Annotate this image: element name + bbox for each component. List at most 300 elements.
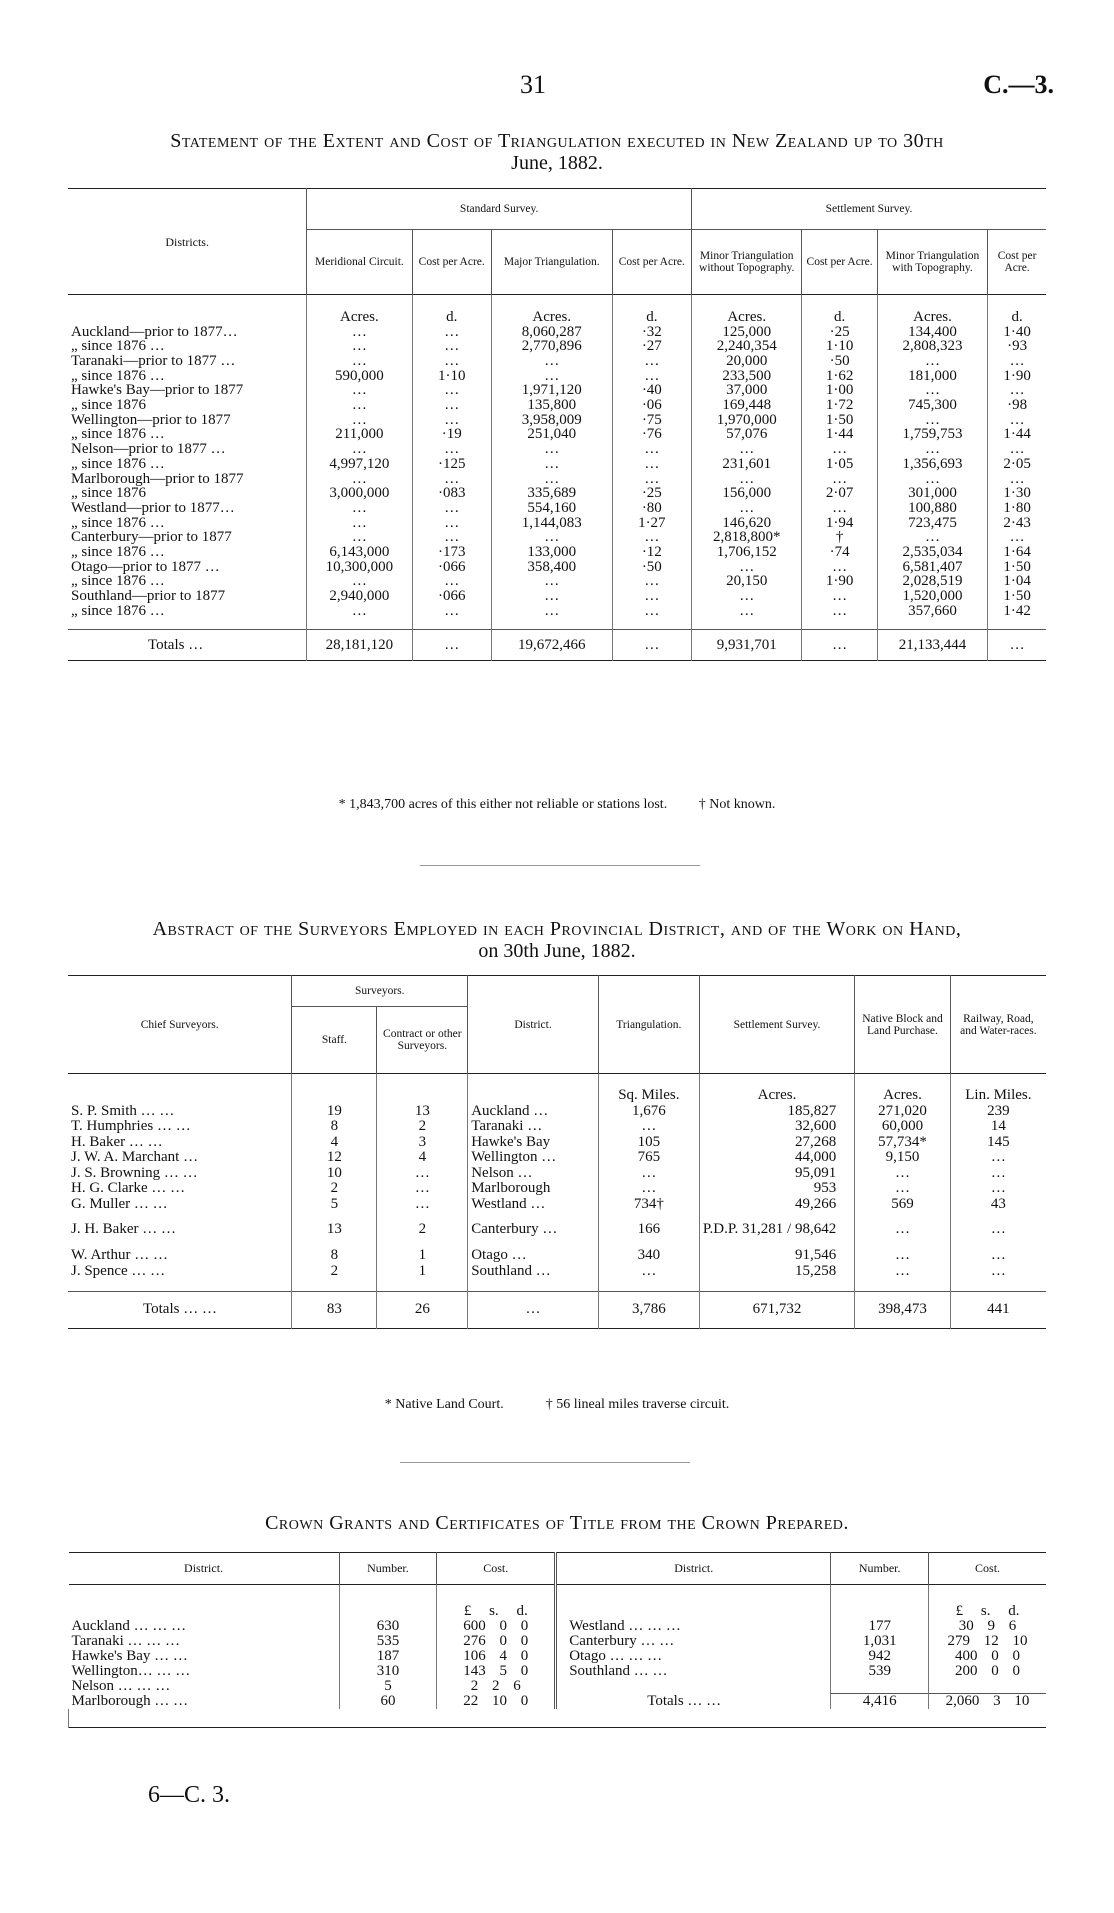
- table-cell: 239: [950, 1104, 1046, 1120]
- table-cell: …: [877, 530, 987, 545]
- money-part: 143: [463, 1662, 486, 1679]
- table-cell: 20,000: [692, 354, 802, 369]
- table-cell: 156,000: [692, 486, 802, 501]
- table-cell: 2,770,896: [491, 339, 612, 354]
- table-cell: 2·07: [802, 486, 877, 501]
- table-row: [68, 369, 1046, 384]
- totals-label: Totals … …: [556, 1694, 831, 1710]
- table-cell: 5: [292, 1197, 377, 1213]
- total-cell: 441: [950, 1292, 1046, 1329]
- table-cell: …: [855, 1181, 951, 1197]
- table-cell: …: [307, 501, 412, 516]
- district-label: „ since 1876: [71, 397, 146, 414]
- total-cell: …: [612, 629, 691, 661]
- table-cell: …: [491, 369, 612, 384]
- table-row: [69, 1619, 1047, 1634]
- district-name: Marlborough: [468, 1181, 599, 1197]
- unit: d.: [1008, 1602, 1020, 1619]
- table-cell: ·066: [412, 589, 491, 604]
- total-cell: …: [802, 629, 877, 661]
- table-cell: 723,475: [877, 516, 987, 531]
- cost-cell: [437, 1694, 556, 1710]
- table-cell: …: [598, 1264, 699, 1280]
- col-cost3: Cost per Acre.: [802, 230, 877, 295]
- table-cell: 9,150: [855, 1150, 951, 1166]
- cost-cell: [929, 1619, 1046, 1634]
- table-cell: 8: [292, 1248, 377, 1264]
- table-cell: 8: [292, 1119, 377, 1135]
- col-minor-without: Minor Triangulation without Topography.: [692, 230, 802, 295]
- table-cell: …: [412, 398, 491, 413]
- table-cell: 1,759,753: [877, 427, 987, 442]
- grant-number: 177: [831, 1619, 929, 1634]
- table-cell: …: [802, 501, 877, 516]
- table-cell: 125,000: [692, 325, 802, 340]
- table-cell: …: [855, 1264, 951, 1280]
- table-cell: 2,240,354: [692, 339, 802, 354]
- col-surveyors: Surveyors.: [292, 976, 468, 1007]
- district-label: „ since 1876 …: [71, 573, 165, 590]
- money-part: 0: [520, 1617, 529, 1634]
- table-cell: …: [412, 383, 491, 398]
- table-cell: 1·64: [988, 545, 1046, 560]
- table-row: [68, 472, 1046, 487]
- table-cell: …: [950, 1264, 1046, 1280]
- unit: Sq. Miles.: [598, 1074, 699, 1104]
- col-native: Native Block and Land Purchase.: [855, 976, 951, 1074]
- unit: Lin. Miles.: [950, 1074, 1046, 1104]
- table-cell: 3,958,009: [491, 413, 612, 428]
- totals-label: Totals …: [148, 636, 204, 653]
- table-cell: 43: [950, 1197, 1046, 1213]
- total-cell: 19,672,466: [491, 629, 612, 661]
- money-part: 9: [987, 1617, 996, 1634]
- money-part: 3: [993, 1693, 1001, 1709]
- total-cell: …: [412, 629, 491, 661]
- table-cell: …: [950, 1212, 1046, 1248]
- money-part: 0: [1012, 1647, 1021, 1664]
- table-cell: 1·27: [612, 516, 691, 531]
- money-part: 10: [1014, 1693, 1030, 1709]
- table-cell: …: [412, 574, 491, 589]
- table-cell: 1·50: [988, 589, 1046, 604]
- table-cell: 133,000: [491, 545, 612, 560]
- col-minor-with: Minor Triangulation with Topography.: [877, 230, 987, 295]
- table-cell: ·25: [612, 486, 691, 501]
- table-cell: 554,160: [491, 501, 612, 516]
- table-cell: 1·90: [802, 574, 877, 589]
- table-cell: …: [307, 413, 412, 428]
- money-part: 0: [520, 1647, 529, 1664]
- table-cell: 105: [598, 1135, 699, 1151]
- table-cell: ·32: [612, 325, 691, 340]
- table-cell: 1·50: [802, 413, 877, 428]
- table-cell: 100,880: [877, 501, 987, 516]
- table-cell: …: [612, 472, 691, 487]
- triangulation-table: [68, 188, 1046, 661]
- table-cell: 145: [950, 1135, 1046, 1151]
- table-cell: …: [307, 383, 412, 398]
- table-row: [68, 457, 1046, 472]
- table-cell: …: [802, 560, 877, 575]
- table-cell: …: [612, 442, 691, 457]
- district-label: „ since 1876 …: [71, 338, 165, 355]
- total-cell: 26: [377, 1292, 468, 1329]
- settlement-cell: 953: [699, 1181, 854, 1197]
- grants-table: [68, 1552, 1046, 1728]
- table-cell: 2: [292, 1181, 377, 1197]
- table-cell: 2,818,800*: [692, 530, 802, 545]
- unit: £: [955, 1602, 964, 1619]
- district-label: Marlborough—prior to 1877: [71, 470, 244, 487]
- table-cell: 2,535,034: [877, 545, 987, 560]
- col-settlement: Settlement Survey.: [699, 976, 854, 1074]
- col-cost2: Cost per Acre.: [612, 230, 691, 295]
- total-cell: 28,181,120: [307, 629, 412, 661]
- grant-district: Wellington… … …: [71, 1662, 191, 1679]
- money-part: 2: [470, 1677, 479, 1694]
- money-part: 30: [958, 1617, 974, 1634]
- triangulation-title: [60, 130, 1054, 174]
- table-cell: …: [412, 442, 491, 457]
- table-cell: 2: [292, 1264, 377, 1280]
- page-number: 31: [520, 70, 546, 99]
- table-cell: ·74: [802, 545, 877, 560]
- table-cell: …: [988, 383, 1046, 398]
- totals-row: [68, 629, 1046, 661]
- settlement-cell: 91,546: [699, 1248, 854, 1264]
- table-cell: 2: [377, 1119, 468, 1135]
- table-row: [68, 530, 1046, 545]
- table-cell: 1: [377, 1264, 468, 1280]
- table-cell: 13: [377, 1104, 468, 1120]
- unit: £: [463, 1602, 472, 1619]
- table-row: [69, 1664, 1047, 1679]
- grant-district: Hawke's Bay … …: [71, 1647, 188, 1664]
- district-name: Hawke's Bay: [468, 1135, 599, 1151]
- district-label: „ since 1876 …: [71, 426, 165, 443]
- footnote: † Not known.: [698, 797, 776, 812]
- totals-label: Totals … …: [143, 1301, 217, 1317]
- settlement-cell: 15,258: [699, 1264, 854, 1280]
- table-cell: 2·43: [988, 516, 1046, 531]
- table-cell: …: [307, 354, 412, 369]
- table-cell: …: [412, 530, 491, 545]
- table-cell: …: [491, 574, 612, 589]
- money-part: 0: [1012, 1662, 1021, 1679]
- table-cell: …: [307, 398, 412, 413]
- col-number-left: Number.: [339, 1553, 437, 1585]
- unit: Acres.: [877, 295, 987, 325]
- cost-cell: [929, 1664, 1046, 1679]
- unit: Acres.: [307, 295, 412, 325]
- grant-number: 630: [339, 1619, 437, 1634]
- table-row: [68, 1212, 1046, 1248]
- table-cell: …: [692, 560, 802, 575]
- table-cell: 10,300,000: [307, 560, 412, 575]
- grant-number: 535: [339, 1634, 437, 1649]
- col-settlement-survey: Settlement Survey.: [692, 189, 1046, 230]
- table-cell: 57,076: [692, 427, 802, 442]
- settlement-cell: 185,827: [699, 1104, 854, 1120]
- district-label: „ since 1876: [71, 485, 146, 502]
- table-row: [68, 1150, 1046, 1166]
- table-cell: 6,143,000: [307, 545, 412, 560]
- surveyor-name: J. Spence … …: [71, 1262, 166, 1279]
- total-cell: 83: [292, 1292, 377, 1329]
- table-cell: 1: [377, 1248, 468, 1264]
- table-cell: …: [877, 472, 987, 487]
- document-reference: C.—3.: [983, 70, 1054, 99]
- table-cell: …: [307, 574, 412, 589]
- table-cell: …: [377, 1181, 468, 1197]
- table-cell: …: [307, 325, 412, 340]
- table-cell: ·19: [412, 427, 491, 442]
- surveyors-footnotes: [60, 1397, 1054, 1413]
- table-cell: 134,400: [877, 325, 987, 340]
- triangulation-title-line1: Statement of the Extent and Cost of Triangulation executed in New Zealand up to 30th: [170, 130, 944, 152]
- table-cell: 358,400: [491, 560, 612, 575]
- table-cell: 1,144,083: [491, 516, 612, 531]
- surveyor-name: J. S. Browning … …: [71, 1164, 198, 1181]
- table-cell: 734†: [598, 1197, 699, 1213]
- table-cell: ·066: [412, 560, 491, 575]
- table-cell: …: [377, 1197, 468, 1213]
- table-cell: …: [950, 1248, 1046, 1264]
- surveyor-name: J. H. Baker … …: [71, 1221, 176, 1238]
- district-name: Canterbury …: [468, 1212, 599, 1248]
- table-cell: 2: [377, 1212, 468, 1248]
- district-label: Southland—prior to 1877: [71, 588, 226, 605]
- table-cell: 765: [598, 1150, 699, 1166]
- table-cell: …: [598, 1119, 699, 1135]
- surveyors-title-line2: on 30th June, 1882.: [478, 940, 636, 962]
- money-units-row: [69, 1585, 1047, 1619]
- grant-number: 187: [339, 1649, 437, 1664]
- table-cell: 12: [292, 1150, 377, 1166]
- table-cell: 1·44: [802, 427, 877, 442]
- grant-district: Auckland … … …: [71, 1617, 187, 1634]
- table-cell: ·173: [412, 545, 491, 560]
- table-cell: 1,676: [598, 1104, 699, 1120]
- col-districts: Districts.: [165, 234, 209, 249]
- table-cell: 340: [598, 1248, 699, 1264]
- table-cell: 1·62: [802, 369, 877, 384]
- table-row: [68, 486, 1046, 501]
- separator: [400, 1462, 690, 1463]
- table-cell: …: [988, 413, 1046, 428]
- money-units: [437, 1585, 556, 1619]
- triangulation-title-line2: June, 1882.: [511, 152, 603, 174]
- totals-row: [68, 1292, 1046, 1329]
- table-cell: 1·00: [802, 383, 877, 398]
- table-cell: 1·80: [988, 501, 1046, 516]
- table-cell: 1,970,000: [692, 413, 802, 428]
- col-district-left: District.: [184, 1561, 224, 1575]
- unit: d.: [516, 1602, 528, 1619]
- table-cell: …: [950, 1181, 1046, 1197]
- district-name: Nelson …: [468, 1166, 599, 1182]
- total-cell: 21,133,444: [877, 629, 987, 661]
- grants-body: [69, 1585, 1047, 1710]
- table-cell: 146,620: [692, 516, 802, 531]
- table-cell: 1·05: [802, 457, 877, 472]
- table-row: [69, 1694, 1047, 1710]
- table-row: [68, 501, 1046, 516]
- table-cell: …: [802, 472, 877, 487]
- table-row: [68, 1104, 1046, 1120]
- total-cell: …: [988, 629, 1046, 661]
- surveyor-name: T. Humphries … …: [71, 1118, 191, 1134]
- unit: Acres.: [855, 1074, 951, 1104]
- settlement-cell: 95,091: [699, 1166, 854, 1182]
- table-cell: …: [491, 442, 612, 457]
- unit: d.: [802, 295, 877, 325]
- separator: [420, 865, 700, 866]
- total-cost: [929, 1694, 1046, 1710]
- table-cell: 20,150: [692, 574, 802, 589]
- table-row: [69, 1679, 1047, 1694]
- total-cell: 9,931,701: [692, 629, 802, 661]
- triangulation-footnotes: [60, 797, 1054, 813]
- cost-cell: [437, 1679, 556, 1694]
- money-part: 400: [955, 1647, 978, 1664]
- units-row: [68, 1074, 1046, 1104]
- surveyors-title: [60, 918, 1054, 962]
- table-cell: 57,734*: [855, 1135, 951, 1151]
- money-part: 0: [499, 1617, 508, 1634]
- col-district: District.: [468, 976, 599, 1074]
- money-part: 6: [1008, 1617, 1017, 1634]
- money-part: 0: [499, 1632, 508, 1649]
- table-cell: 569: [855, 1197, 951, 1213]
- district-label: Nelson—prior to 1877 …: [71, 441, 226, 458]
- table-cell: ·25: [802, 325, 877, 340]
- table-cell: …: [612, 530, 691, 545]
- grant-district: Canterbury … …: [556, 1634, 831, 1649]
- table-cell: 1,356,693: [877, 457, 987, 472]
- table-cell: 233,500: [692, 369, 802, 384]
- table-row: [68, 545, 1046, 560]
- table-cell: ·50: [802, 354, 877, 369]
- col-contract: Contract or other Surveyors.: [377, 1007, 468, 1074]
- table-cell: 13: [292, 1212, 377, 1248]
- table-cell: …: [988, 530, 1046, 545]
- table-cell: 251,040: [491, 427, 612, 442]
- unit: d.: [412, 295, 491, 325]
- table-cell: …: [877, 413, 987, 428]
- district-name: Otago …: [468, 1248, 599, 1264]
- table-cell: …: [612, 369, 691, 384]
- table-cell: ·06: [612, 398, 691, 413]
- money-part: 600: [463, 1617, 486, 1634]
- unit: s.: [489, 1602, 499, 1619]
- table-cell: …: [412, 354, 491, 369]
- table-cell: …: [802, 589, 877, 604]
- table-cell: …: [412, 339, 491, 354]
- table-cell: …: [802, 604, 877, 619]
- table-cell: 231,601: [692, 457, 802, 472]
- table-row: [68, 1197, 1046, 1213]
- table-cell: 211,000: [307, 427, 412, 442]
- money-part: 2,060: [945, 1693, 980, 1709]
- table-cell: ·40: [612, 383, 691, 398]
- table-cell: 1·30: [988, 486, 1046, 501]
- table-cell: 8,060,287: [491, 325, 612, 340]
- money-part: 0: [520, 1662, 529, 1679]
- table-cell: …: [307, 472, 412, 487]
- table-cell: 37,000: [692, 383, 802, 398]
- surveyor-name: W. Arthur … …: [71, 1247, 168, 1263]
- table-cell: 19: [292, 1104, 377, 1120]
- money-part: 0: [991, 1647, 999, 1664]
- grant-district: Westland … … …: [556, 1619, 831, 1634]
- district-label: Otago—prior to 1877 …: [71, 558, 220, 575]
- table-cell: …: [855, 1248, 951, 1264]
- col-cost1: Cost per Acre.: [412, 230, 491, 295]
- col-chief: Chief Surveyors.: [140, 1018, 219, 1031]
- table-row: [68, 1264, 1046, 1280]
- table-cell: …: [877, 383, 987, 398]
- table-row: [69, 1649, 1047, 1664]
- grant-district: Southland … …: [556, 1664, 831, 1679]
- table-cell: …: [692, 472, 802, 487]
- footer-reference: 6—C. 3.: [148, 1782, 231, 1808]
- total-cell: 3,786: [598, 1292, 699, 1329]
- grant-number: 310: [339, 1664, 437, 1679]
- footnote: * Native Land Court.: [384, 1397, 504, 1412]
- table-cell: …: [692, 442, 802, 457]
- triangulation-body: [68, 295, 1046, 630]
- table-cell: …: [307, 516, 412, 531]
- table-cell: …: [307, 604, 412, 619]
- table-cell: 1·40: [988, 325, 1046, 340]
- cost-cell: [437, 1634, 556, 1649]
- district-label: Westland—prior to 1877…: [71, 499, 235, 516]
- table-row: [68, 325, 1046, 340]
- money-part: 22: [463, 1692, 479, 1709]
- grant-number: 539: [831, 1664, 929, 1679]
- table-cell: 135,800: [491, 398, 612, 413]
- table-cell: ·083: [412, 486, 491, 501]
- money-part: 106: [463, 1647, 486, 1664]
- money-units: [929, 1585, 1046, 1619]
- grant-number: 942: [831, 1649, 929, 1664]
- district-name: Wellington …: [468, 1150, 599, 1166]
- table-cell: 1,706,152: [692, 545, 802, 560]
- grant-district: Marlborough … …: [71, 1692, 189, 1709]
- table-cell: …: [950, 1150, 1046, 1166]
- table-cell: …: [855, 1212, 951, 1248]
- table-cell: …: [692, 604, 802, 619]
- unit: d.: [612, 295, 691, 325]
- table-row: [68, 383, 1046, 398]
- district-name: Taranaki …: [468, 1119, 599, 1135]
- table-row: [68, 589, 1046, 604]
- cost-cell: [437, 1649, 556, 1664]
- table-cell: 1,971,120: [491, 383, 612, 398]
- total-number: 4,416: [831, 1694, 929, 1710]
- table-cell: 590,000: [307, 369, 412, 384]
- table-row: [68, 339, 1046, 354]
- unit: s.: [980, 1602, 991, 1619]
- surveyors-body: [68, 1074, 1046, 1292]
- money-part: 279: [947, 1632, 971, 1649]
- table-cell: …: [692, 589, 802, 604]
- table-cell: …: [877, 354, 987, 369]
- col-staff: Staff.: [292, 1007, 377, 1074]
- table-cell: …: [307, 442, 412, 457]
